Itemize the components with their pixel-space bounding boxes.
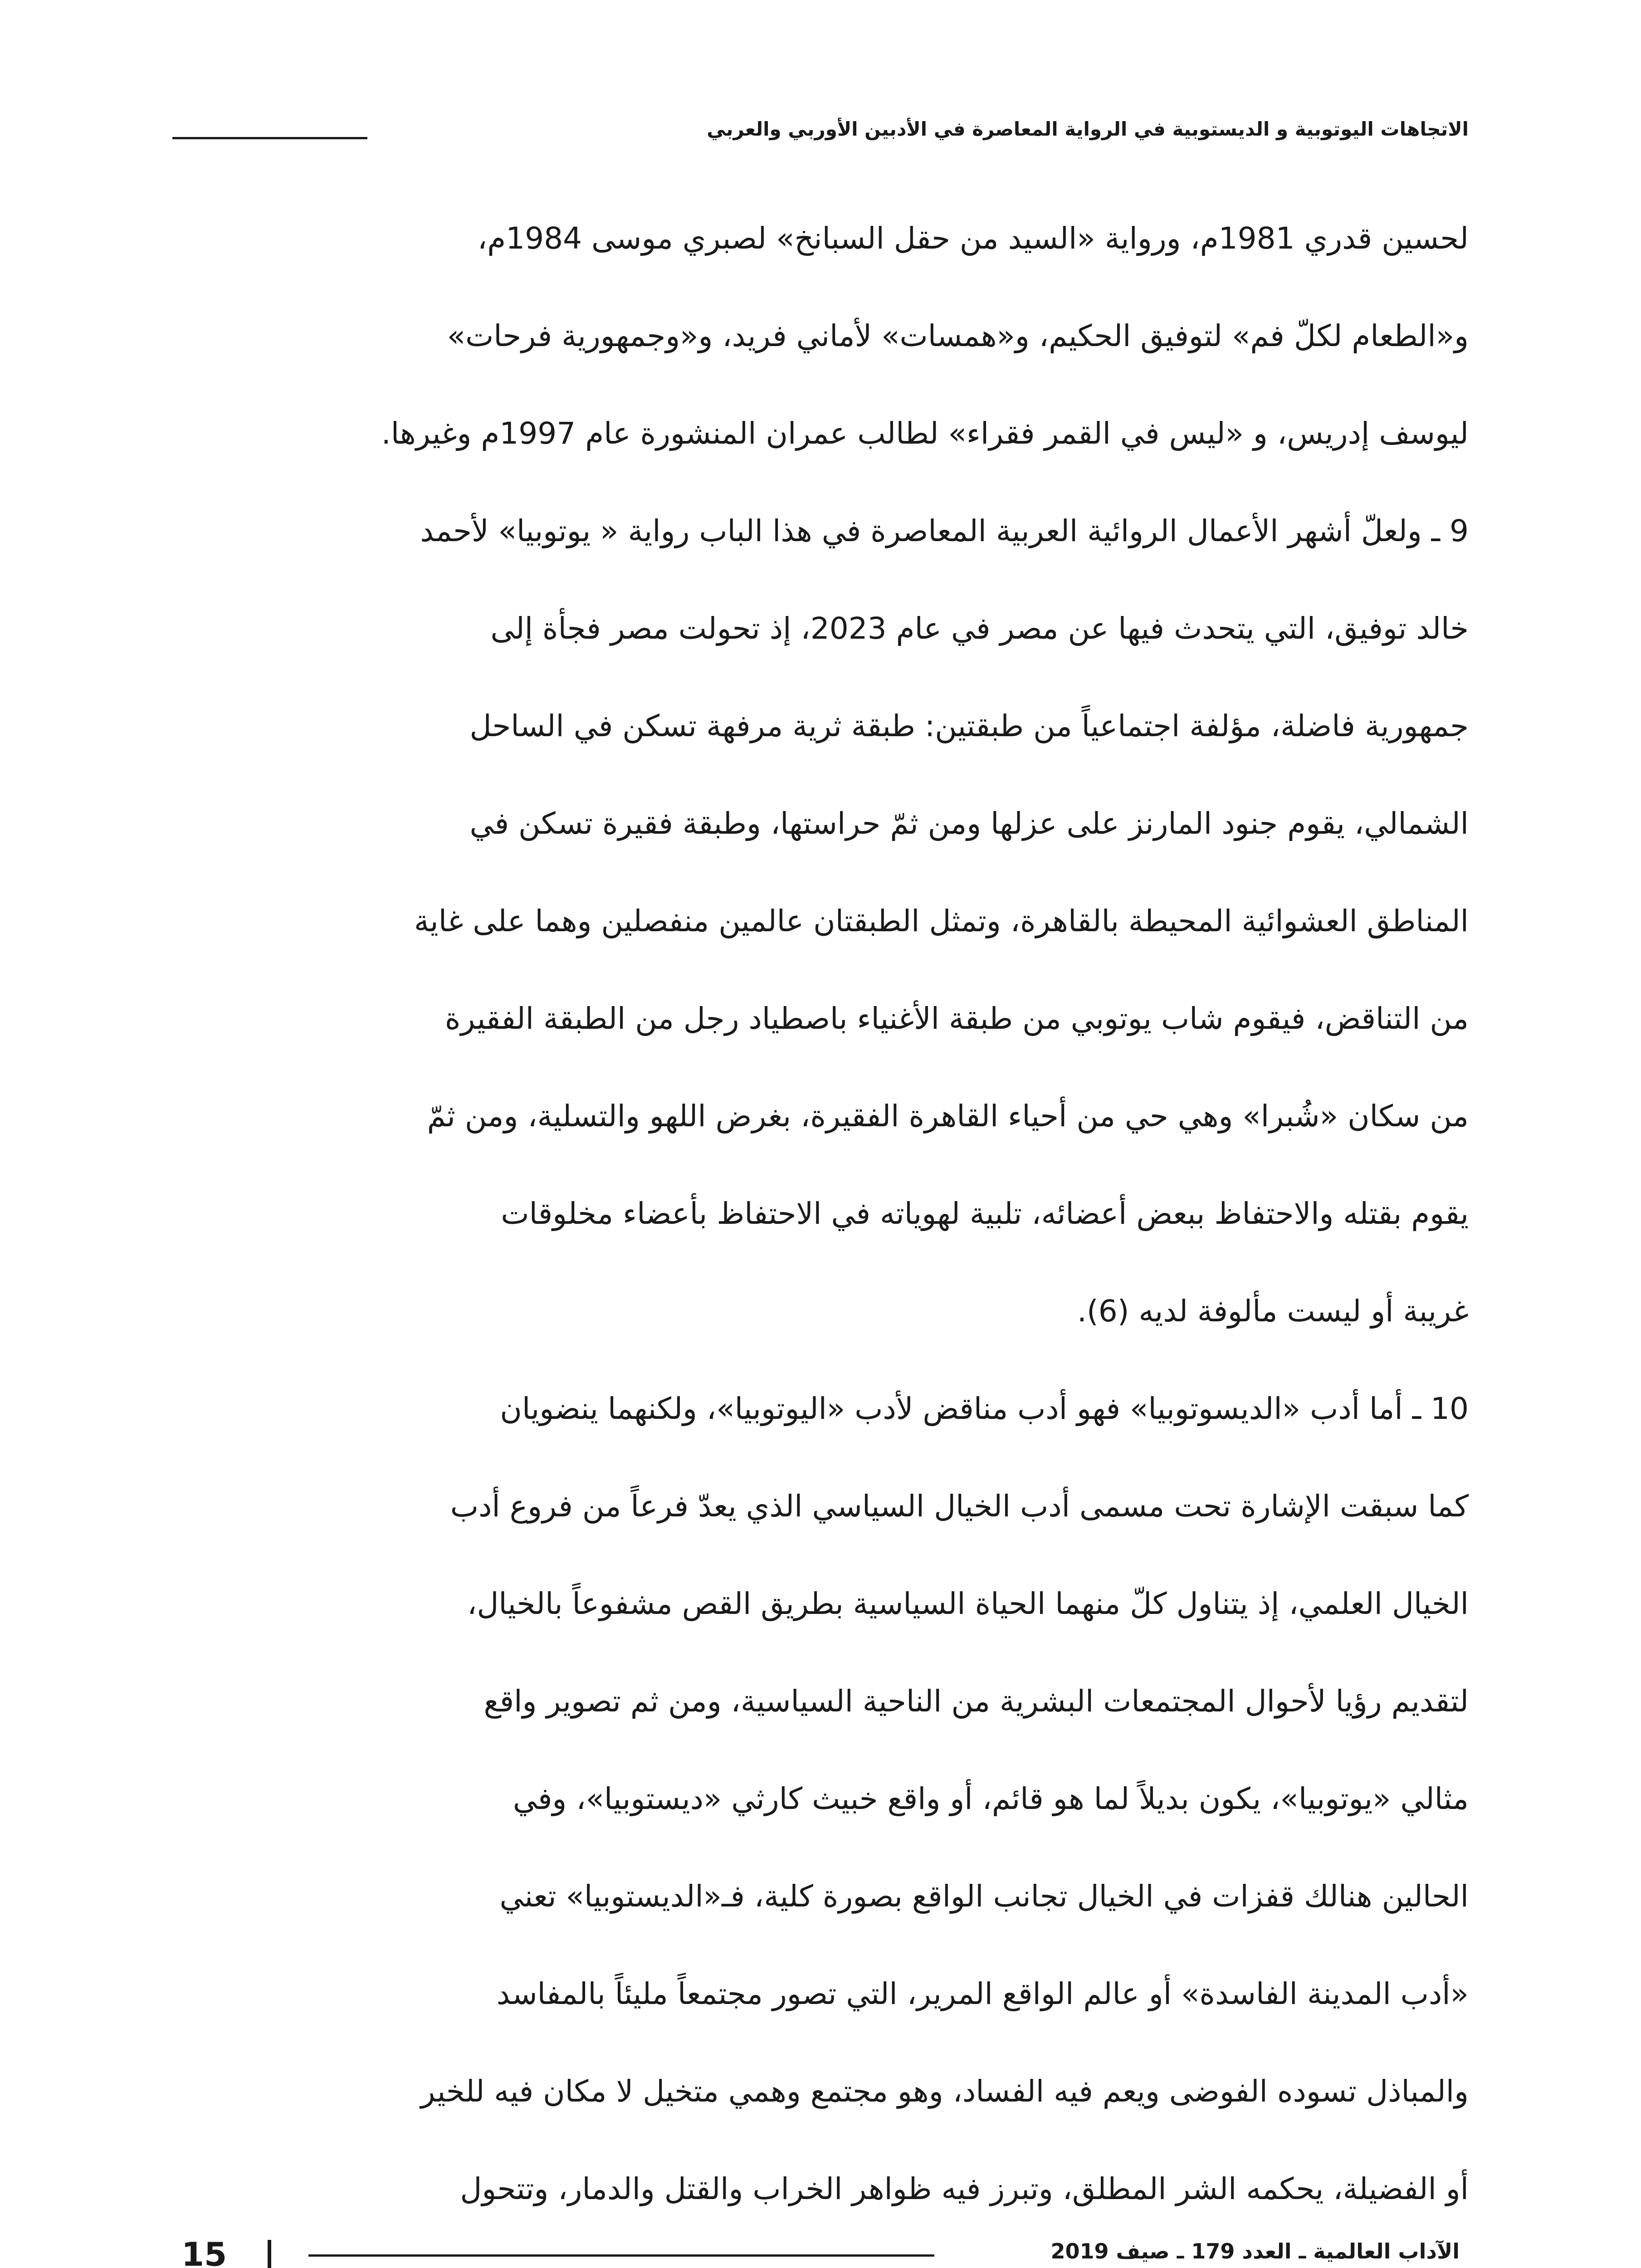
text-line: 9 ـ ولعلّ أشهر الأعمال الروائية العربية المعاصرة في هذا الباب رواية « يوتوبيا» لأحمد [420, 513, 1469, 548]
text-line: الحالين هنالك قفزات في الخيال تجانب الواقع بصورة كلية، فـ«الديستوبيا» تعني [499, 1879, 1469, 1914]
text-line: من سكان «شُبرا» وهي حي من أحياء القاهرة الفقيرة، بغرض اللهو والتسلية، ومن ثمّ [427, 1099, 1469, 1134]
page-number: 15 [181, 2235, 227, 2268]
body-text [172, 190, 1469, 2268]
text-line: من التناقض، فيقوم شاب يوتوبي من طبقة الأغنياء باصطياد رجل من الطبقة الفقيرة [444, 1001, 1469, 1036]
running-head [172, 104, 1469, 168]
text-line: والمباذل تسوده الفوضى ويعم فيه الفساد، وهو مجتمع وهمي متخيل لا مكان فيه للخير [420, 2074, 1469, 2109]
text-line: لحسين قدري 1981م، ورواية «السيد من حقل السبانخ» لصبري موسى 1984م، [477, 221, 1469, 256]
text-line: كما سبقت الإشارة تحت مسمى أدب الخيال السياسي الذي يعدّ فرعاً من فروع أدب [450, 1489, 1469, 1524]
footer-rule [308, 2254, 934, 2257]
text-line: أو الفضيلة، يحكمه الشر المطلق، وتبرز فيه ظواهر الخراب والقتل والدمار، وتتحول [460, 2171, 1469, 2206]
text-line: مثالي «يوتوبيا»، يكون بديلاً لما هو قائم، أو واقع خبيث كارثي «ديستوبيا»، وفي [513, 1781, 1469, 1816]
text-line: ليوسف إدريس، و «ليس في القمر فقراء» لطالب عمران المنشورة عام 1997م وغيرها. [381, 416, 1469, 451]
journal-issue: الآداب العالمية ـ العدد 179 ـ صيف 2019 [1050, 2239, 1460, 2263]
text-line: لتقديم رؤيا لأحوال المجتمعات البشرية من الناحية السياسية، ومن ثم تصوير واقع [484, 1684, 1469, 1719]
running-head-rule [172, 137, 367, 139]
text-line: جمهورية فاضلة، مؤلفة اجتماعياً من طبقتين: طبقة ثرية مرفهة تسكن في الساحل [469, 709, 1469, 743]
page-footer [172, 2235, 1469, 2268]
text-line: يقوم بقتله والاحتفاظ ببعض أعضائه، تلبية لهوياته في الاحتفاظ بأعضاء مخلوقات [501, 1196, 1469, 1231]
text-line: المناطق العشوائية المحيطة بالقاهرة، وتمثل الطبقتان عالمين منفصلين وهما على غاية [414, 904, 1469, 938]
text-line: غريبة أو ليست مألوفة لديه (6). [1077, 1294, 1469, 1329]
text-line: خالد توفيق، التي يتحدث فيها عن مصر في عام 2023، إذ تحولت مصر فجأة إلى [490, 611, 1469, 646]
text-line: و«الطعام لكلّ فم» لتوفيق الحكيم، و«همسات» لأماني فريد، و«وجمهورية فرحات» [447, 318, 1469, 353]
text-line: «أدب المدينة الفاسدة» أو عالم الواقع المرير، التي تصور مجتمعاً مليئاً بالمفاسد [496, 1976, 1469, 2011]
text-line: 10 ـ أما أدب «الديسوتوبيا» فهو أدب مناقض لأدب «اليوتوبيا»، ولكنهما ينضويان [500, 1391, 1469, 1426]
text-line: الخيال العلمي، إذ يتناول كلّ منهما الحياة السياسية بطريق القص مشفوعاً بالخيال، [467, 1586, 1469, 1621]
running-head-title: الاتجاهات اليوتوبية و الديستوبية في الرواية المعاصرة في الأدبين الأوربي والعربي [707, 118, 1469, 140]
footer-divider-bar [268, 2240, 271, 2268]
text-line: الشمالي، يقوم جنود المارنز على عزلها ومن ثمّ حراستها، وطبقة فقيرة تسكن في [469, 806, 1469, 841]
